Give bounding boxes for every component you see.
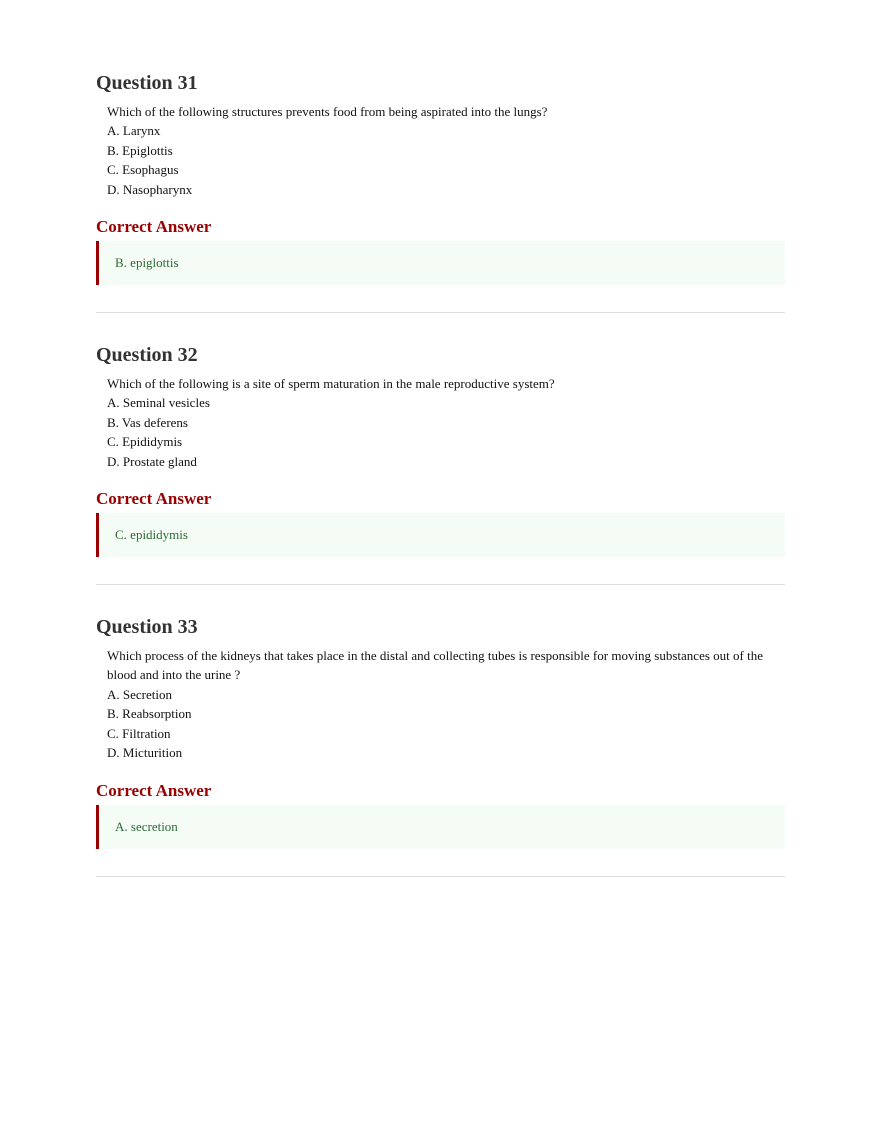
question-title: Question 33 — [96, 616, 198, 639]
correct-answer-heading: Correct Answer — [96, 217, 212, 237]
question-text: Which of the following structures prevents food from being aspirated into the lungs? — [107, 104, 548, 119]
options-list — [107, 121, 785, 199]
correct-answer-box — [96, 805, 785, 849]
question-31 — [96, 68, 785, 313]
question-text: Which of the following is a site of sperm maturation in the male reproductive system? — [107, 376, 555, 392]
correct-answer-box — [96, 241, 785, 285]
correct-answer-text: B. epiglottis — [115, 255, 179, 271]
question-body — [96, 102, 785, 199]
correct-answer-heading: Correct Answer — [96, 780, 212, 800]
option-a: A. Seminal vesicles — [107, 395, 210, 411]
correct-answer-text: C. epididymis — [115, 527, 188, 543]
option-d: D. Micturition — [107, 745, 183, 761]
option-b: B. Vas deferens — [107, 414, 188, 430]
question-32 — [96, 340, 785, 585]
options-list — [107, 393, 785, 471]
question-title: Question 32 — [96, 344, 198, 367]
correct-answer-text: A. secretion — [115, 818, 178, 834]
option-a: A. Secretion — [107, 686, 172, 702]
question-title: Question 31 — [96, 72, 198, 94]
option-c: C. Esophagus — [107, 162, 179, 178]
question-33 — [96, 612, 785, 876]
option-d: D. Prostate gland — [107, 453, 197, 469]
option-a: A. Larynx — [107, 123, 161, 139]
option-b: B. Epiglottis — [107, 142, 173, 158]
question-body — [96, 374, 785, 471]
option-c: C. Epididymis — [107, 434, 183, 450]
correct-answer-heading: Correct Answer — [96, 489, 212, 509]
options-list — [107, 685, 785, 763]
option-b: B. Reabsorption — [107, 706, 192, 722]
question-body — [96, 646, 785, 762]
option-d: D. Nasopharynx — [107, 181, 193, 197]
question-text: Which process of the kidneys that takes place in the distal and collecting tubes is responsible for moving substances out of the blood and into the urine ? — [107, 648, 763, 683]
correct-answer-box — [96, 513, 785, 557]
option-c: C. Filtration — [107, 725, 171, 741]
